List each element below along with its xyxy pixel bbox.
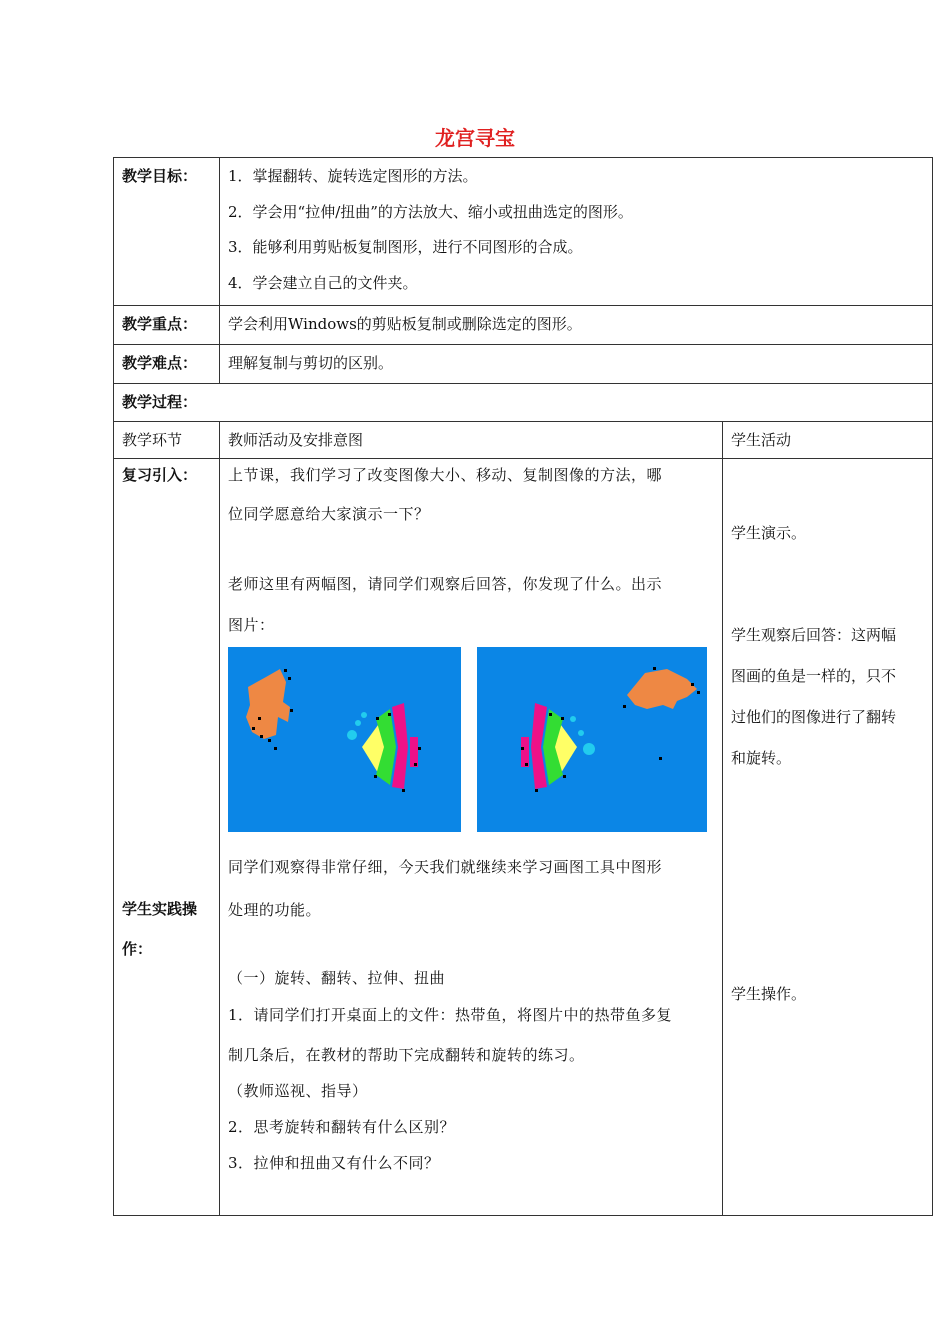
process-row [114,384,933,422]
difficulty-row [114,345,933,384]
review-text: 老师这里有两幅图，请同学们观察后回答，你发现了什么。出示 [228,575,663,593]
student-activity: 和旋转。 [731,749,792,767]
page-title: 龙宫寻宝 [435,126,515,150]
practice-step: 制几条后，在教材的帮助下完成翻转和旋转的练习。 [228,1046,585,1064]
striped-fish [347,703,418,789]
fish-picture-transformed [477,647,707,832]
header-row [114,422,933,459]
difficulty-label: 教学难点： [122,354,198,372]
student-activity: 过他们的图像进行了翻转 [731,708,897,726]
lesson-plan-table [113,157,933,1216]
key-point-text: 学会利用Windows的剪贴板复制或删除选定的图形。 [228,315,582,333]
student-activity: 学生演示。 [731,524,807,542]
orange-fish [627,669,697,709]
review-text: 处理的功能。 [228,901,322,919]
review-text: 图片： [228,616,275,634]
key-point-row [114,306,933,345]
header-stage: 教学环节 [122,431,183,449]
key-point-label: 教学重点： [122,315,198,333]
student-activity: 图画的鱼是一样的，只不 [731,667,897,685]
objectives-row [114,158,933,306]
difficulty-text: 理解复制与剪切的区别。 [228,354,394,372]
header-student: 学生活动 [731,431,792,449]
review-text: 上节课，我们学习了改变图像大小、移动、复制图像的方法，哪 [228,466,663,484]
student-activity: 学生观察后回答：这两幅 [731,626,897,644]
practice-step: 2．思考旋转和翻转有什么区别？ [228,1118,456,1136]
objective-item: 2．学会用“拉伸/扭曲”的方法放大、缩小或扭曲选定的图形。 [228,203,633,221]
practice-heading: （一）旋转、翻转、拉伸、扭曲 [228,969,446,987]
process-label: 教学过程： [122,393,198,411]
objective-item: 4．学会建立自己的文件夹。 [228,274,418,292]
practice-note: （教师巡视、指导） [228,1082,368,1100]
student-activity: 学生操作。 [731,985,807,1003]
review-label: 复习引入： [122,466,198,484]
objective-item: 1．掌握翻转、旋转选定图形的方法。 [228,167,478,185]
practice-step: 3．拉伸和扭曲又有什么不同？ [228,1154,440,1172]
practice-label-cont: 作： [122,940,153,958]
practice-step: 1．请同学们打开桌面上的文件：热带鱼，将图片中的热带鱼多复 [228,1006,673,1024]
content-row [114,459,933,1216]
fish-picture-original [228,647,461,832]
objectives-label: 教学目标： [122,167,198,185]
review-text: 位同学愿意给大家演示一下？ [228,505,430,523]
review-text: 同学们观察得非常仔细，今天我们就继续来学习画图工具中图形 [228,858,663,876]
objective-item: 3．能够利用剪贴板复制图形，进行不同图形的合成。 [228,238,583,256]
practice-label: 学生实践操 [122,900,198,918]
striped-fish [521,703,595,789]
header-teacher: 教师活动及安排意图 [228,431,364,449]
